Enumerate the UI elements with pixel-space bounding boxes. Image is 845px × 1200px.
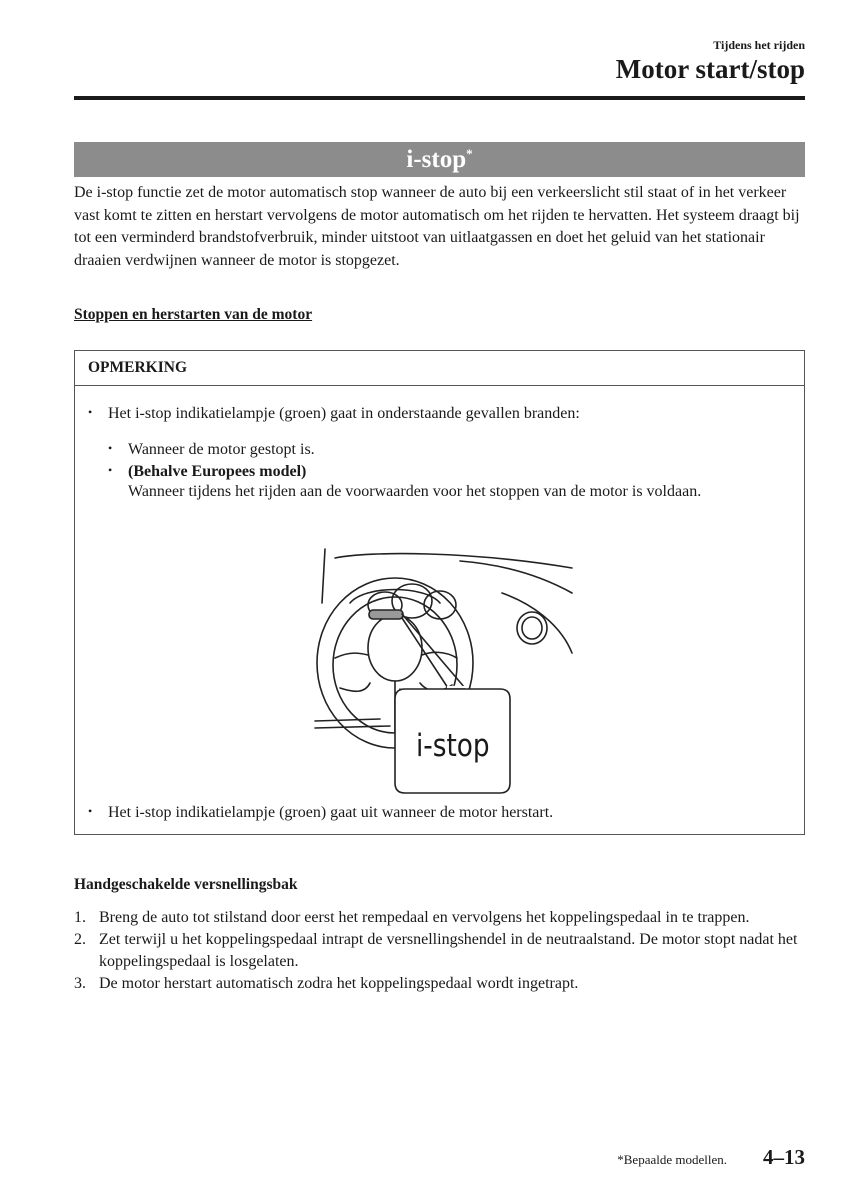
step-text: Zet terwijl u het koppelingspedaal intrapt de versnellingshendel in de neutraalstand. De motor stopt nadat het koppelingspedaal is losgelaten. [99,931,798,970]
i-stop-indicator-label: i-stop [415,726,490,764]
note-box [74,350,805,835]
footnote: *Bepaalde modellen. [617,1152,727,1167]
note-bullet-2 [88,800,788,824]
steps-list [74,907,809,995]
note-sub-2 [108,459,788,483]
step-text: Breng de auto tot stilstand door eerst het rempedaal en vervolgens het koppelingspedaal in te trappen. [99,909,750,926]
bullet-dot-icon: • [88,405,93,419]
note-sub-1-text: Wanneer de motor gestopt is. [128,441,315,458]
note-header [75,351,804,386]
intro-paragraph: De i-stop functie zet de motor automatisch stop wanneer de auto bij een verkeerslicht stil staat of in het verkeer vast komt te zitten en herstart vervolgens de motor automatisch om het rijden te hervatten. Het systeem draagt bij tot een verminderd brandstofverbruik, minder uitstoot van uitlaatgassen en doet het geluid van het stationair draaien verdwijnen wanneer de motor is stopgezet. [74,184,800,269]
steering-wheel-illustration [310,543,575,795]
step-text: De motor herstart automatisch zodra het koppelingspedaal wordt ingetrapt. [99,975,579,992]
step-number: 2. [74,931,86,948]
section-label: Tijdens het rijden [713,38,805,52]
note-sub-2-bold: (Behalve Europees model) [128,463,307,480]
note-sub-1 [108,437,788,461]
banner-marker: * [466,146,473,161]
page-title: Motor start/stop [615,54,805,84]
note-bullet-1-text: Het i-stop indikatielampje (groen) gaat in onderstaande gevallen branden: [108,405,580,422]
bullet-dot-icon: • [108,463,113,477]
page-number: 4–13 [763,1145,805,1169]
note-sub-2-text: Wanneer tijdens het rijden aan de voorwaarden voor het stoppen van de motor is voldaan. [128,483,702,500]
manual-transmission-heading: Handgeschakelde versnellingsbak [74,876,298,893]
banner-title: i-stop [406,146,467,173]
subheading: Stoppen en herstarten van de motor [74,306,313,323]
note-bullet-1 [88,401,788,425]
list-item [74,973,809,995]
step-number: 3. [74,975,86,992]
note-title: OPMERKING [88,359,188,376]
list-item [74,907,809,929]
section-banner [74,142,805,177]
title-rule [74,96,805,100]
bullet-dot-icon: • [108,441,113,455]
bullet-dot-icon: • [88,804,93,818]
note-bullet-2-text: Het i-stop indikatielampje (groen) gaat uit wanneer de motor herstart. [108,804,554,821]
list-item [74,929,809,973]
step-number: 1. [74,909,86,926]
